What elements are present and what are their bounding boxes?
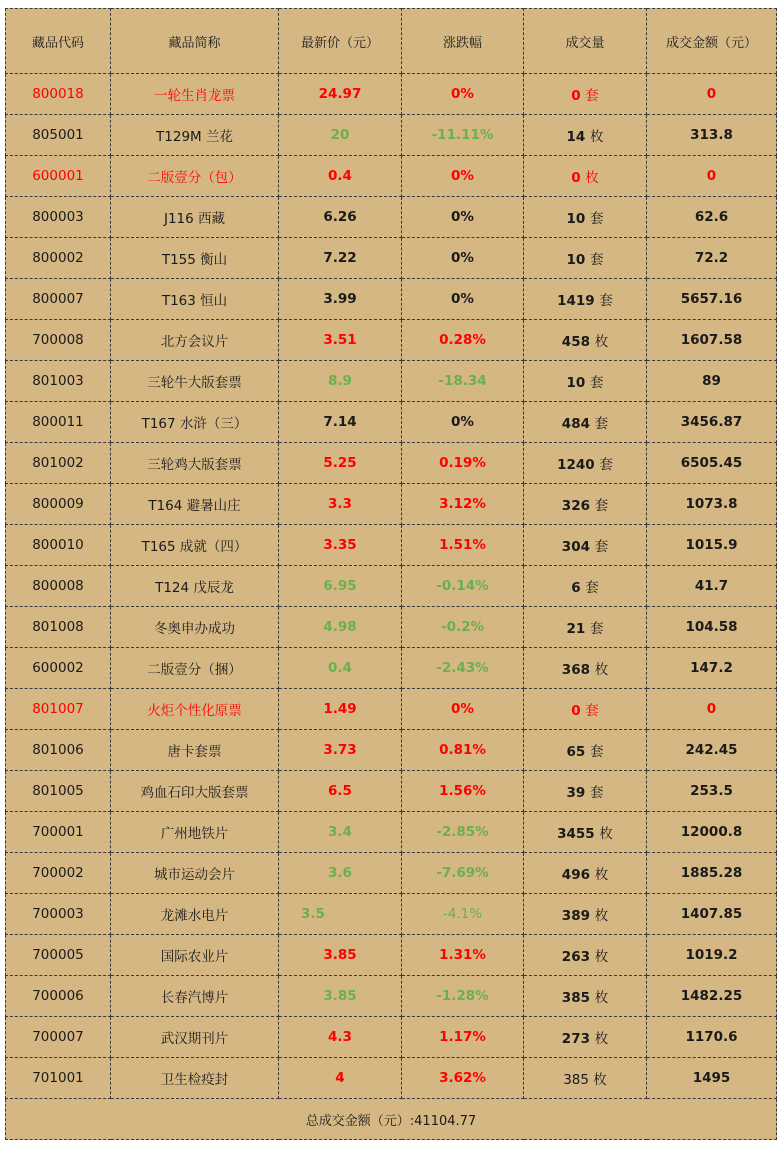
cell-price: 7.22 (279, 238, 402, 279)
volume-unit: 枚 (594, 334, 609, 350)
table-row (6, 115, 777, 156)
cell-code: 700003 (6, 894, 111, 935)
cell-amount: 62.6 (647, 197, 777, 238)
cell-change: 1.56% (402, 771, 524, 812)
cell-price: 0.4 (279, 648, 402, 689)
volume-value: 484 (561, 416, 590, 432)
table-row (6, 566, 777, 607)
cell-amount: 3456.87 (647, 402, 777, 443)
table-row (6, 1017, 777, 1058)
volume-value: 10 (566, 375, 586, 391)
cell-price: 3.99 (279, 279, 402, 320)
cell-price: 3.5 (279, 894, 402, 935)
table-row (6, 279, 777, 320)
table-row (6, 812, 777, 853)
cell-price: 0.4 (279, 156, 402, 197)
cell-price: 3.35 (279, 525, 402, 566)
header-price: 最新价（元） (279, 9, 402, 74)
cell-amount: 0 (647, 156, 777, 197)
table-row (6, 853, 777, 894)
volume-unit: 枚 (594, 949, 609, 965)
volume-value: 6 (571, 580, 581, 596)
cell-name: T163 恒山 (111, 279, 279, 320)
volume-value: 3455 (557, 826, 595, 842)
cell-price: 6.5 (279, 771, 402, 812)
cell-change: -4.1% (402, 894, 524, 935)
cell-change: 1.51% (402, 525, 524, 566)
cell-code: 700008 (6, 320, 111, 361)
cell-code: 800011 (6, 402, 111, 443)
cell-change: -1.28% (402, 976, 524, 1017)
cell-volume (524, 238, 647, 279)
cell-price: 3.4 (279, 812, 402, 853)
cell-name: 三轮牛大版套票 (111, 361, 279, 402)
cell-name: 长春汽博片 (111, 976, 279, 1017)
cell-volume (524, 853, 647, 894)
header-volume: 成交量 (524, 9, 647, 74)
volume-value: 385 (561, 990, 590, 1006)
table-header (6, 9, 777, 74)
volume-value: 458 (561, 334, 590, 350)
table-row (6, 935, 777, 976)
cell-code: 800003 (6, 197, 111, 238)
volume-unit: 枚 (594, 867, 609, 883)
cell-change: 3.62% (402, 1058, 524, 1099)
cell-change: 3.12% (402, 484, 524, 525)
cell-amount: 41.7 (647, 566, 777, 607)
cell-amount: 6505.45 (647, 443, 777, 484)
cell-name: 三轮鸡大版套票 (111, 443, 279, 484)
cell-amount: 5657.16 (647, 279, 777, 320)
cell-code: 600001 (6, 156, 111, 197)
cell-price: 4 (279, 1058, 402, 1099)
cell-change: 0% (402, 402, 524, 443)
table-row (6, 197, 777, 238)
cell-code: 800010 (6, 525, 111, 566)
cell-volume (524, 320, 647, 361)
table-row (6, 894, 777, 935)
volume-value: 21 (566, 621, 586, 637)
cell-name: 二版壹分（包） (111, 156, 279, 197)
cell-name: 北方会议片 (111, 320, 279, 361)
volume-value: 496 (561, 867, 590, 883)
cell-name: T167 水浒（三） (111, 402, 279, 443)
table-row (6, 402, 777, 443)
cell-volume (524, 607, 647, 648)
cell-price: 20 (279, 115, 402, 156)
volume-unit: 套 (599, 293, 613, 309)
cell-volume (524, 156, 647, 197)
table-row (6, 156, 777, 197)
volume-unit: 枚 (599, 826, 613, 842)
cell-name: J116 西藏 (111, 197, 279, 238)
volume-unit: 套 (585, 580, 599, 596)
cell-price: 4.3 (279, 1017, 402, 1058)
volume-value: 0 (571, 703, 581, 719)
cell-amount: 0 (647, 74, 777, 115)
cell-amount: 1170.6 (647, 1017, 777, 1058)
cell-volume (524, 730, 647, 771)
volume-unit: 套 (590, 785, 604, 801)
cell-amount: 1407.85 (647, 894, 777, 935)
cell-amount: 1495 (647, 1058, 777, 1099)
cell-name: 一轮生肖龙票 (111, 74, 279, 115)
volume-unit: 套 (594, 498, 609, 514)
cell-volume (524, 197, 647, 238)
cell-amount: 1015.9 (647, 525, 777, 566)
volume-value: 65 (566, 744, 586, 760)
table-row (6, 320, 777, 361)
volume-value: 0 (571, 170, 581, 186)
table-row (6, 607, 777, 648)
cell-code: 800018 (6, 74, 111, 115)
cell-code: 700005 (6, 935, 111, 976)
cell-amount: 0 (647, 689, 777, 730)
cell-code: 801002 (6, 443, 111, 484)
table-row (6, 361, 777, 402)
cell-amount: 253.5 (647, 771, 777, 812)
cell-change: -11.11% (402, 115, 524, 156)
cell-volume (524, 689, 647, 730)
cell-amount: 12000.8 (647, 812, 777, 853)
table-row (6, 238, 777, 279)
cell-volume (524, 361, 647, 402)
table-row (6, 689, 777, 730)
cell-price: 6.95 (279, 566, 402, 607)
table-row (6, 74, 777, 115)
cell-code: 800002 (6, 238, 111, 279)
cell-volume (524, 484, 647, 525)
table-row (6, 976, 777, 1017)
header-name: 藏品简称 (111, 9, 279, 74)
volume-unit: 枚 (594, 908, 609, 924)
volume-value: 326 (561, 498, 590, 514)
table-row (6, 771, 777, 812)
cell-volume (524, 402, 647, 443)
table-row (6, 730, 777, 771)
cell-amount: 89 (647, 361, 777, 402)
table-row (6, 525, 777, 566)
cell-amount: 1607.58 (647, 320, 777, 361)
cell-name: T155 衡山 (111, 238, 279, 279)
cell-amount: 313.8 (647, 115, 777, 156)
cell-code: 805001 (6, 115, 111, 156)
cell-name: 冬奥申办成功 (111, 607, 279, 648)
cell-name: 卫生检疫封 (111, 1058, 279, 1099)
total-amount: 总成交金额（元）:41104.77 (6, 1099, 777, 1140)
cell-code: 801008 (6, 607, 111, 648)
cell-volume (524, 894, 647, 935)
cell-volume (524, 279, 647, 320)
cell-price: 4.98 (279, 607, 402, 648)
cell-price: 7.14 (279, 402, 402, 443)
volume-unit: 套 (590, 744, 604, 760)
table-row (6, 484, 777, 525)
stamp-market-table-container (5, 8, 776, 1140)
cell-amount: 147.2 (647, 648, 777, 689)
cell-name: T129M 兰花 (111, 115, 279, 156)
header-amount: 成交金额（元） (647, 9, 777, 74)
cell-name: T165 成就（四） (111, 525, 279, 566)
cell-volume (524, 1017, 647, 1058)
cell-change: 0% (402, 156, 524, 197)
volume-unit: 枚 (594, 662, 609, 678)
cell-code: 801005 (6, 771, 111, 812)
cell-volume (524, 648, 647, 689)
cell-amount: 242.45 (647, 730, 777, 771)
cell-code: 800007 (6, 279, 111, 320)
volume-unit: 套 (594, 539, 609, 555)
table-row (6, 648, 777, 689)
volume-unit: 枚 (593, 1072, 607, 1088)
volume-value: 1419 (557, 293, 595, 309)
cell-change: -18.34 (402, 361, 524, 402)
cell-name: 二版壹分（捆） (111, 648, 279, 689)
cell-change: -0.14% (402, 566, 524, 607)
cell-name: 城市运动会片 (111, 853, 279, 894)
cell-amount: 1019.2 (647, 935, 777, 976)
header-change: 涨跌幅 (402, 9, 524, 74)
cell-code: 600002 (6, 648, 111, 689)
cell-change: 1.31% (402, 935, 524, 976)
cell-code: 700006 (6, 976, 111, 1017)
cell-volume (524, 935, 647, 976)
cell-volume (524, 566, 647, 607)
cell-name: 鸡血石印大版套票 (111, 771, 279, 812)
volume-value: 389 (561, 908, 590, 924)
volume-unit: 套 (590, 211, 604, 227)
cell-volume (524, 115, 647, 156)
cell-name: 广州地铁片 (111, 812, 279, 853)
cell-price: 5.25 (279, 443, 402, 484)
cell-code: 801003 (6, 361, 111, 402)
cell-change: 1.17% (402, 1017, 524, 1058)
cell-price: 3.3 (279, 484, 402, 525)
cell-volume (524, 525, 647, 566)
header-code: 藏品代码 (6, 9, 111, 74)
cell-change: 0% (402, 74, 524, 115)
cell-price: 8.9 (279, 361, 402, 402)
volume-value: 1240 (557, 457, 595, 473)
volume-unit: 枚 (590, 129, 604, 145)
cell-volume (524, 1058, 647, 1099)
volume-unit: 枚 (585, 170, 599, 186)
cell-amount: 72.2 (647, 238, 777, 279)
stamp-market-table (5, 8, 777, 1140)
cell-change: 0.19% (402, 443, 524, 484)
volume-unit: 套 (599, 457, 613, 473)
cell-amount: 1073.8 (647, 484, 777, 525)
cell-change: -0.2% (402, 607, 524, 648)
volume-unit: 套 (590, 252, 604, 268)
cell-price: 3.51 (279, 320, 402, 361)
volume-unit: 套 (594, 416, 609, 432)
cell-change: 0% (402, 689, 524, 730)
cell-change: 0.28% (402, 320, 524, 361)
cell-amount: 104.58 (647, 607, 777, 648)
footer-row (6, 1099, 777, 1140)
volume-value: 385 (563, 1072, 589, 1088)
cell-price: 1.49 (279, 689, 402, 730)
volume-unit: 枚 (594, 1031, 609, 1047)
volume-unit: 套 (590, 621, 604, 637)
cell-price: 3.85 (279, 935, 402, 976)
table-row (6, 1058, 777, 1099)
volume-value: 263 (561, 949, 590, 965)
cell-name: 国际农业片 (111, 935, 279, 976)
volume-value: 0 (571, 88, 581, 104)
cell-amount: 1482.25 (647, 976, 777, 1017)
cell-price: 3.73 (279, 730, 402, 771)
cell-code: 700007 (6, 1017, 111, 1058)
cell-volume (524, 771, 647, 812)
volume-value: 14 (566, 129, 586, 145)
cell-code: 800009 (6, 484, 111, 525)
volume-unit: 套 (585, 88, 599, 104)
cell-code: 800008 (6, 566, 111, 607)
volume-unit: 枚 (594, 990, 609, 1006)
header-row (6, 9, 777, 74)
volume-value: 368 (561, 662, 590, 678)
cell-code: 801006 (6, 730, 111, 771)
cell-price: 6.26 (279, 197, 402, 238)
cell-change: 0% (402, 197, 524, 238)
cell-code: 701001 (6, 1058, 111, 1099)
table-body (6, 74, 777, 1099)
table-row (6, 443, 777, 484)
cell-volume (524, 976, 647, 1017)
volume-value: 273 (561, 1031, 590, 1047)
cell-name: 武汉期刊片 (111, 1017, 279, 1058)
volume-unit: 套 (585, 703, 599, 719)
cell-price: 3.6 (279, 853, 402, 894)
cell-change: 0% (402, 238, 524, 279)
cell-volume (524, 812, 647, 853)
cell-price: 24.97 (279, 74, 402, 115)
volume-value: 304 (561, 539, 590, 555)
cell-code: 700002 (6, 853, 111, 894)
cell-name: 火炬个性化原票 (111, 689, 279, 730)
volume-value: 10 (566, 252, 586, 268)
volume-value: 39 (566, 785, 586, 801)
cell-code: 801007 (6, 689, 111, 730)
cell-change: -2.85% (402, 812, 524, 853)
cell-name: T164 避暑山庄 (111, 484, 279, 525)
cell-code: 700001 (6, 812, 111, 853)
cell-price: 3.85 (279, 976, 402, 1017)
volume-unit: 套 (590, 375, 604, 391)
cell-name: 龙滩水电片 (111, 894, 279, 935)
cell-change: -2.43% (402, 648, 524, 689)
cell-change: 0% (402, 279, 524, 320)
volume-value: 10 (566, 211, 586, 227)
cell-name: T124 戊辰龙 (111, 566, 279, 607)
cell-name: 唐卡套票 (111, 730, 279, 771)
cell-volume (524, 443, 647, 484)
cell-volume (524, 74, 647, 115)
cell-amount: 1885.28 (647, 853, 777, 894)
cell-change: -7.69% (402, 853, 524, 894)
cell-change: 0.81% (402, 730, 524, 771)
